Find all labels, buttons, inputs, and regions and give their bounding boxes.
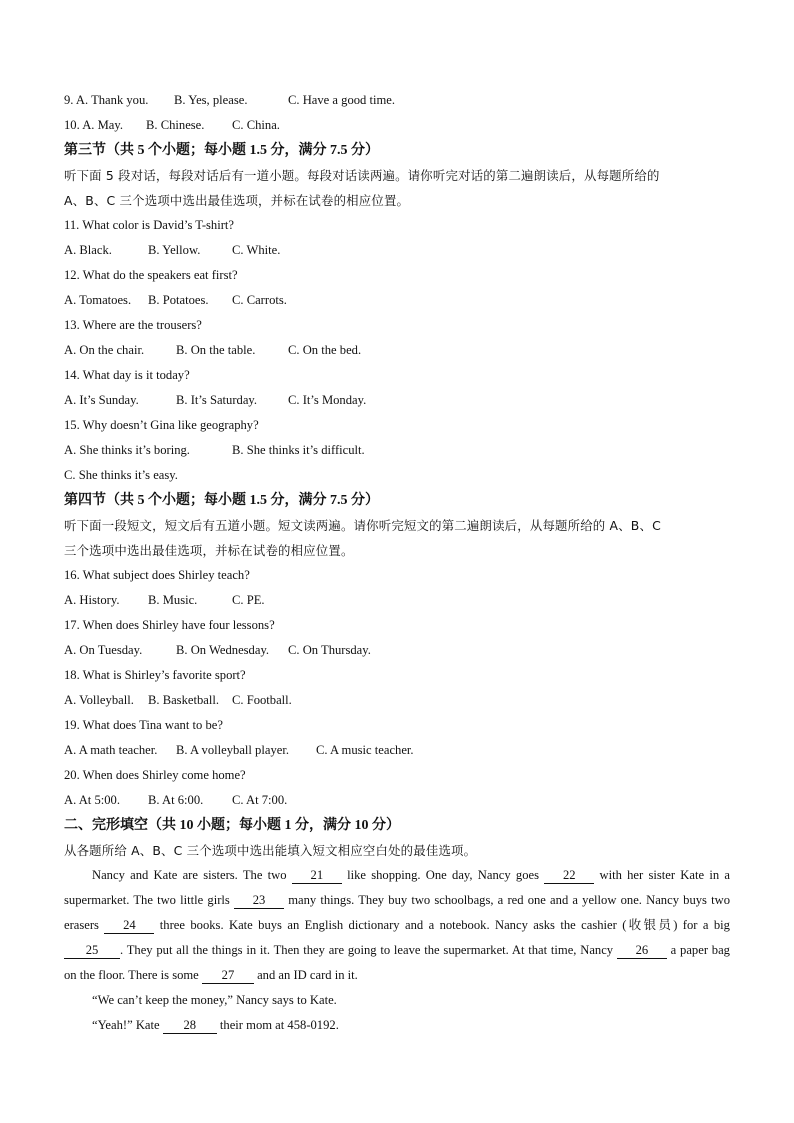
q18-option-c: C. Football. — [232, 693, 292, 707]
cloze-text: a paper bag on the floor. There is some — [64, 943, 730, 982]
q20-option-b: B. At 6:00. — [148, 793, 204, 807]
q11-option-a: A. Black. — [64, 243, 112, 257]
section-4-instructions-line-1: 听下面一段短文，短文后有五道小题。短文读两遍。请你听完短文的第二遍朗读后，从每题所给的 A、B、C — [64, 518, 661, 533]
question-11-options — [64, 238, 730, 263]
question-19-options — [64, 738, 730, 763]
q18-option-a: A. Volleyball. — [64, 693, 134, 707]
q9-option-c: C. Have a good time. — [288, 93, 396, 107]
question-20-stem: 20. When does Shirley come home? — [64, 768, 246, 782]
q13-option-b: B. On the table. — [176, 343, 256, 357]
q14-option-a: A. It’s Sunday. — [64, 393, 139, 407]
q19-option-b: B. A volleyball player. — [176, 743, 289, 757]
q17-option-c: C. On Thursday. — [288, 643, 371, 657]
section-3-instructions-line-2: A、B、C 三个选项中选出最佳选项，并标在试卷的相应位置。 — [64, 193, 410, 208]
q10-option-b: B. Chinese. — [146, 118, 205, 132]
q15-option-c: C. She thinks it’s easy. — [64, 468, 178, 482]
cloze-paragraph-3 — [64, 1013, 730, 1038]
question-10 — [64, 113, 730, 138]
q15-option-b: B. She thinks it’s difficult. — [232, 443, 365, 457]
exam-content — [64, 88, 730, 1038]
cloze-blank-21: 21 — [292, 867, 342, 884]
q16-option-a: A. History. — [64, 593, 120, 607]
question-15-options — [64, 438, 730, 463]
section-3-instructions-line-1: 听下面 5 段对话，每段对话后有一道小题。每段对话读两遍。请你听完对话的第二遍朗读后，从每题所给的 — [64, 168, 660, 183]
q9-option-b: B. Yes, please. — [174, 93, 248, 107]
question-19-stem: 19. What does Tina want to be? — [64, 718, 223, 732]
question-16-options — [64, 588, 730, 613]
q15-option-a: A. She thinks it’s boring. — [64, 443, 190, 457]
question-13-options — [64, 338, 730, 363]
part-2-instructions: 从各题所给 A、B、C 三个选项中选出能填入短文相应空白处的最佳选项。 — [64, 843, 477, 858]
q12-option-a: A. Tomatoes. — [64, 293, 132, 307]
q19-option-a: A. A math teacher. — [64, 743, 158, 757]
q17-option-a: A. On Tuesday. — [64, 643, 143, 657]
q16-option-b: B. Music. — [148, 593, 198, 607]
q14-option-b: B. It’s Saturday. — [176, 393, 258, 407]
cloze-blank-24: 24 — [104, 917, 154, 934]
q10-option-c: C. China. — [232, 118, 280, 132]
cloze-text: three books. Kate buys an English dictionary and a notebook. Nancy asks the cashier (收银员) for a big — [159, 918, 730, 932]
question-9 — [64, 88, 730, 113]
question-12-stem: 12. What do the speakers eat first? — [64, 268, 238, 282]
q12-option-b: B. Potatoes. — [148, 293, 209, 307]
cloze-text: . They put all the things in it. Then they are going to leave the supermarket. At that time, Nancy — [120, 943, 614, 957]
section-3-heading: 第三节（共 5 个小题；每小题 1.5 分，满分 7.5 分） — [64, 143, 379, 158]
question-20-options — [64, 788, 730, 813]
q16-option-c: C. PE. — [232, 593, 265, 607]
q20-option-a: A. At 5:00. — [64, 793, 120, 807]
cloze-blank-26: 26 — [617, 942, 667, 959]
question-14-options — [64, 388, 730, 413]
question-16-stem: 16. What subject does Shirley teach? — [64, 568, 250, 582]
q19-option-c: C. A music teacher. — [316, 743, 414, 757]
q11-option-b: B. Yellow. — [148, 243, 201, 257]
question-13-stem: 13. Where are the trousers? — [64, 318, 202, 332]
q18-option-b: B. Basketball. — [148, 693, 220, 707]
question-12-options — [64, 288, 730, 313]
cloze-text: their mom at 458-0192. — [219, 1018, 339, 1032]
cloze-text: with her sister Kate in a supermarket. The two little girls — [64, 868, 730, 907]
cloze-paragraph-2: “We can’t keep the money,” Nancy says to Kate. — [92, 993, 337, 1007]
cloze-text: many things. They buy two schoolbags, a red one and a yellow one. Nancy buys two erasers — [64, 893, 731, 932]
q14-option-c: C. It’s Monday. — [288, 393, 367, 407]
q12-option-c: C. Carrots. — [232, 293, 287, 307]
q13-option-a: A. On the chair. — [64, 343, 145, 357]
cloze-paragraph-1 — [64, 863, 730, 988]
cloze-text: Nancy and Kate are sisters. The two — [92, 868, 287, 882]
cloze-blank-28: 28 — [163, 1017, 217, 1034]
cloze-text: “Yeah!” Kate — [92, 1018, 160, 1032]
question-18-stem: 18. What is Shirley’s favorite sport? — [64, 668, 246, 682]
cloze-text: and an ID card in it. — [257, 968, 358, 982]
section-4-instructions-line-2: 三个选项中选出最佳选项，并标在试卷的相应位置。 — [64, 543, 354, 558]
question-18-options — [64, 688, 730, 713]
cloze-blank-25: 25 — [64, 942, 120, 959]
q11-option-c: C. White. — [232, 243, 281, 257]
cloze-blank-22: 22 — [544, 867, 594, 884]
cloze-blank-23: 23 — [234, 892, 284, 909]
cloze-blank-27: 27 — [202, 967, 254, 984]
question-14-stem: 14. What day is it today? — [64, 368, 190, 382]
question-11-stem: 11. What color is David’s T-shirt? — [64, 218, 234, 232]
part-2-heading: 二、完形填空（共 10 小题；每小题 1 分，满分 10 分） — [64, 818, 400, 833]
q17-option-b: B. On Wednesday. — [176, 643, 270, 657]
q20-option-c: C. At 7:00. — [232, 793, 288, 807]
q10-option-a: 10. A. May. — [64, 118, 124, 132]
q9-option-a: 9. A. Thank you. — [64, 93, 149, 107]
question-17-options — [64, 638, 730, 663]
cloze-text: like shopping. One day, Nancy goes — [347, 868, 539, 882]
section-4-heading: 第四节（共 5 个小题；每小题 1.5 分，满分 7.5 分） — [64, 493, 379, 508]
q13-option-c: C. On the bed. — [288, 343, 362, 357]
question-17-stem: 17. When does Shirley have four lessons? — [64, 618, 275, 632]
question-15-stem: 15. Why doesn’t Gina like geography? — [64, 418, 259, 432]
